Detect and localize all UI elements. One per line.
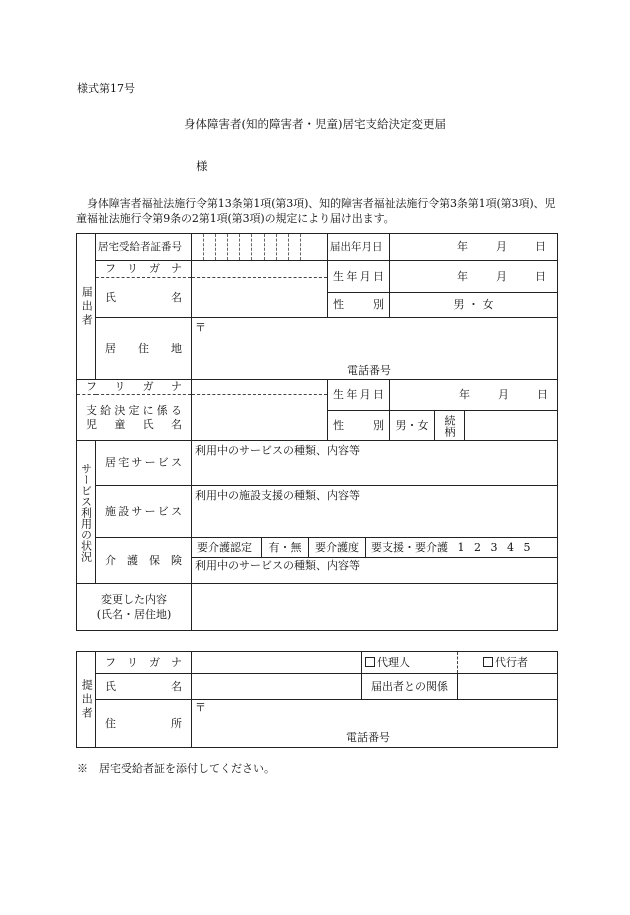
care-cert-options[interactable]: 有・無: [262, 538, 309, 557]
notifier-furigana-label: フ リ ガ ナ: [96, 261, 192, 278]
child-birth-field[interactable]: 年 月 日: [390, 380, 558, 411]
submitter-furigana-label: フ リ ガ ナ: [96, 652, 192, 674]
notifier-birth-label: 生 年 月 日: [328, 261, 390, 293]
care-service-field[interactable]: 利用中のサービスの種類、内容等: [192, 558, 558, 584]
submitter-relation-field[interactable]: [458, 674, 558, 700]
notify-date-field[interactable]: 年 月 日: [390, 234, 558, 261]
care-insurance-label: 介 護 保 険: [96, 538, 192, 584]
child-name-label: 支 給 決 定 に 係 る 児 童 氏 名: [77, 395, 192, 441]
child-furigana-label: フ リ ガ ナ: [77, 380, 192, 395]
notify-date-label: 届出年月日: [328, 234, 390, 261]
submitter-relation-label: 届出者との関係: [362, 674, 458, 700]
notifier-sex-label: 性 別: [328, 293, 390, 318]
notifier-phone-label: 電話番号: [347, 364, 391, 377]
facility-service-field[interactable]: 利用中の施設支援の種類、内容等: [192, 486, 558, 538]
proxy-checkbox[interactable]: [483, 657, 493, 667]
home-service-field[interactable]: 利用中のサービスの種類、内容等: [192, 441, 558, 486]
notifier-section-label: 届出者: [77, 234, 96, 380]
agent-option[interactable]: 代理人: [362, 652, 458, 674]
care-cert-label: 要介護認定: [192, 538, 262, 557]
child-name-field[interactable]: [192, 395, 328, 441]
submitter-address-field[interactable]: [192, 700, 558, 748]
care-level-label: 要介護度: [309, 538, 366, 557]
notifier-postal-mark: 〒: [195, 321, 206, 334]
addressee: 様: [196, 159, 208, 173]
notifier-address-field[interactable]: [192, 318, 558, 380]
intro-text: 身体障害者福祉法施行令第13条第1項(第3項)、知的障害者福祉法施行令第3条第1項(第3項)、児童福祉法施行令第9条の2第1項(第3項)の規定により届け出ます。: [76, 197, 556, 225]
submitter-section-label: 提出者: [77, 652, 96, 748]
notifier-name-field[interactable]: [192, 278, 328, 318]
changed-content-field[interactable]: [192, 584, 558, 631]
main-form-table: [76, 233, 558, 631]
care-level-options[interactable]: 要支援・要介護 1 2 3 4 5: [371, 541, 531, 554]
footnote: ※ 居宅受給者証を添付してください。: [77, 762, 275, 775]
home-service-label: 居 宅 サ ー ビ ス: [96, 441, 192, 486]
notifier-furigana-field[interactable]: [192, 261, 328, 278]
cert-number-field[interactable]: [192, 234, 328, 261]
notifier-name-label: 氏 名: [96, 278, 192, 318]
submitter-address-label: 住 所: [96, 700, 192, 748]
notifier-address-label: 居 住 地: [96, 318, 192, 380]
notifier-sex-field[interactable]: 男 ・ 女: [390, 293, 558, 318]
child-birth-label: 生 年 月 日: [328, 380, 390, 411]
submitter-name-field[interactable]: [192, 674, 362, 700]
changed-content-label: 変更した内容 (氏名・居住地): [77, 584, 192, 631]
submitter-name-label: 氏 名: [96, 674, 192, 700]
notifier-birth-field[interactable]: 年 月 日: [390, 261, 558, 293]
child-furigana-field[interactable]: [192, 380, 328, 395]
child-relation-field[interactable]: [465, 411, 558, 441]
child-sex-field[interactable]: 男・女: [390, 411, 435, 441]
service-section-label: サービス利用の状況: [77, 441, 96, 584]
page-title: 身体障害者(知的障害者・児童)居宅支給決定変更届: [184, 117, 446, 131]
agent-checkbox[interactable]: [365, 657, 375, 667]
submitter-phone-label: 電話番号: [346, 731, 390, 744]
care-insurance-row: [192, 538, 558, 558]
child-relation-label: 続柄: [435, 411, 465, 441]
submitter-furigana-field[interactable]: [192, 652, 362, 674]
cert-number-label: 居宅受給者証番号: [96, 234, 192, 261]
submitter-postal-mark: 〒: [195, 701, 206, 714]
form-number: 様式第17号: [77, 82, 135, 95]
facility-service-label: 施 設 サ ー ビ ス: [96, 486, 192, 538]
child-sex-label: 性 別: [328, 411, 390, 441]
submitter-table: [76, 651, 558, 748]
proxy-option[interactable]: 代行者: [458, 652, 558, 674]
